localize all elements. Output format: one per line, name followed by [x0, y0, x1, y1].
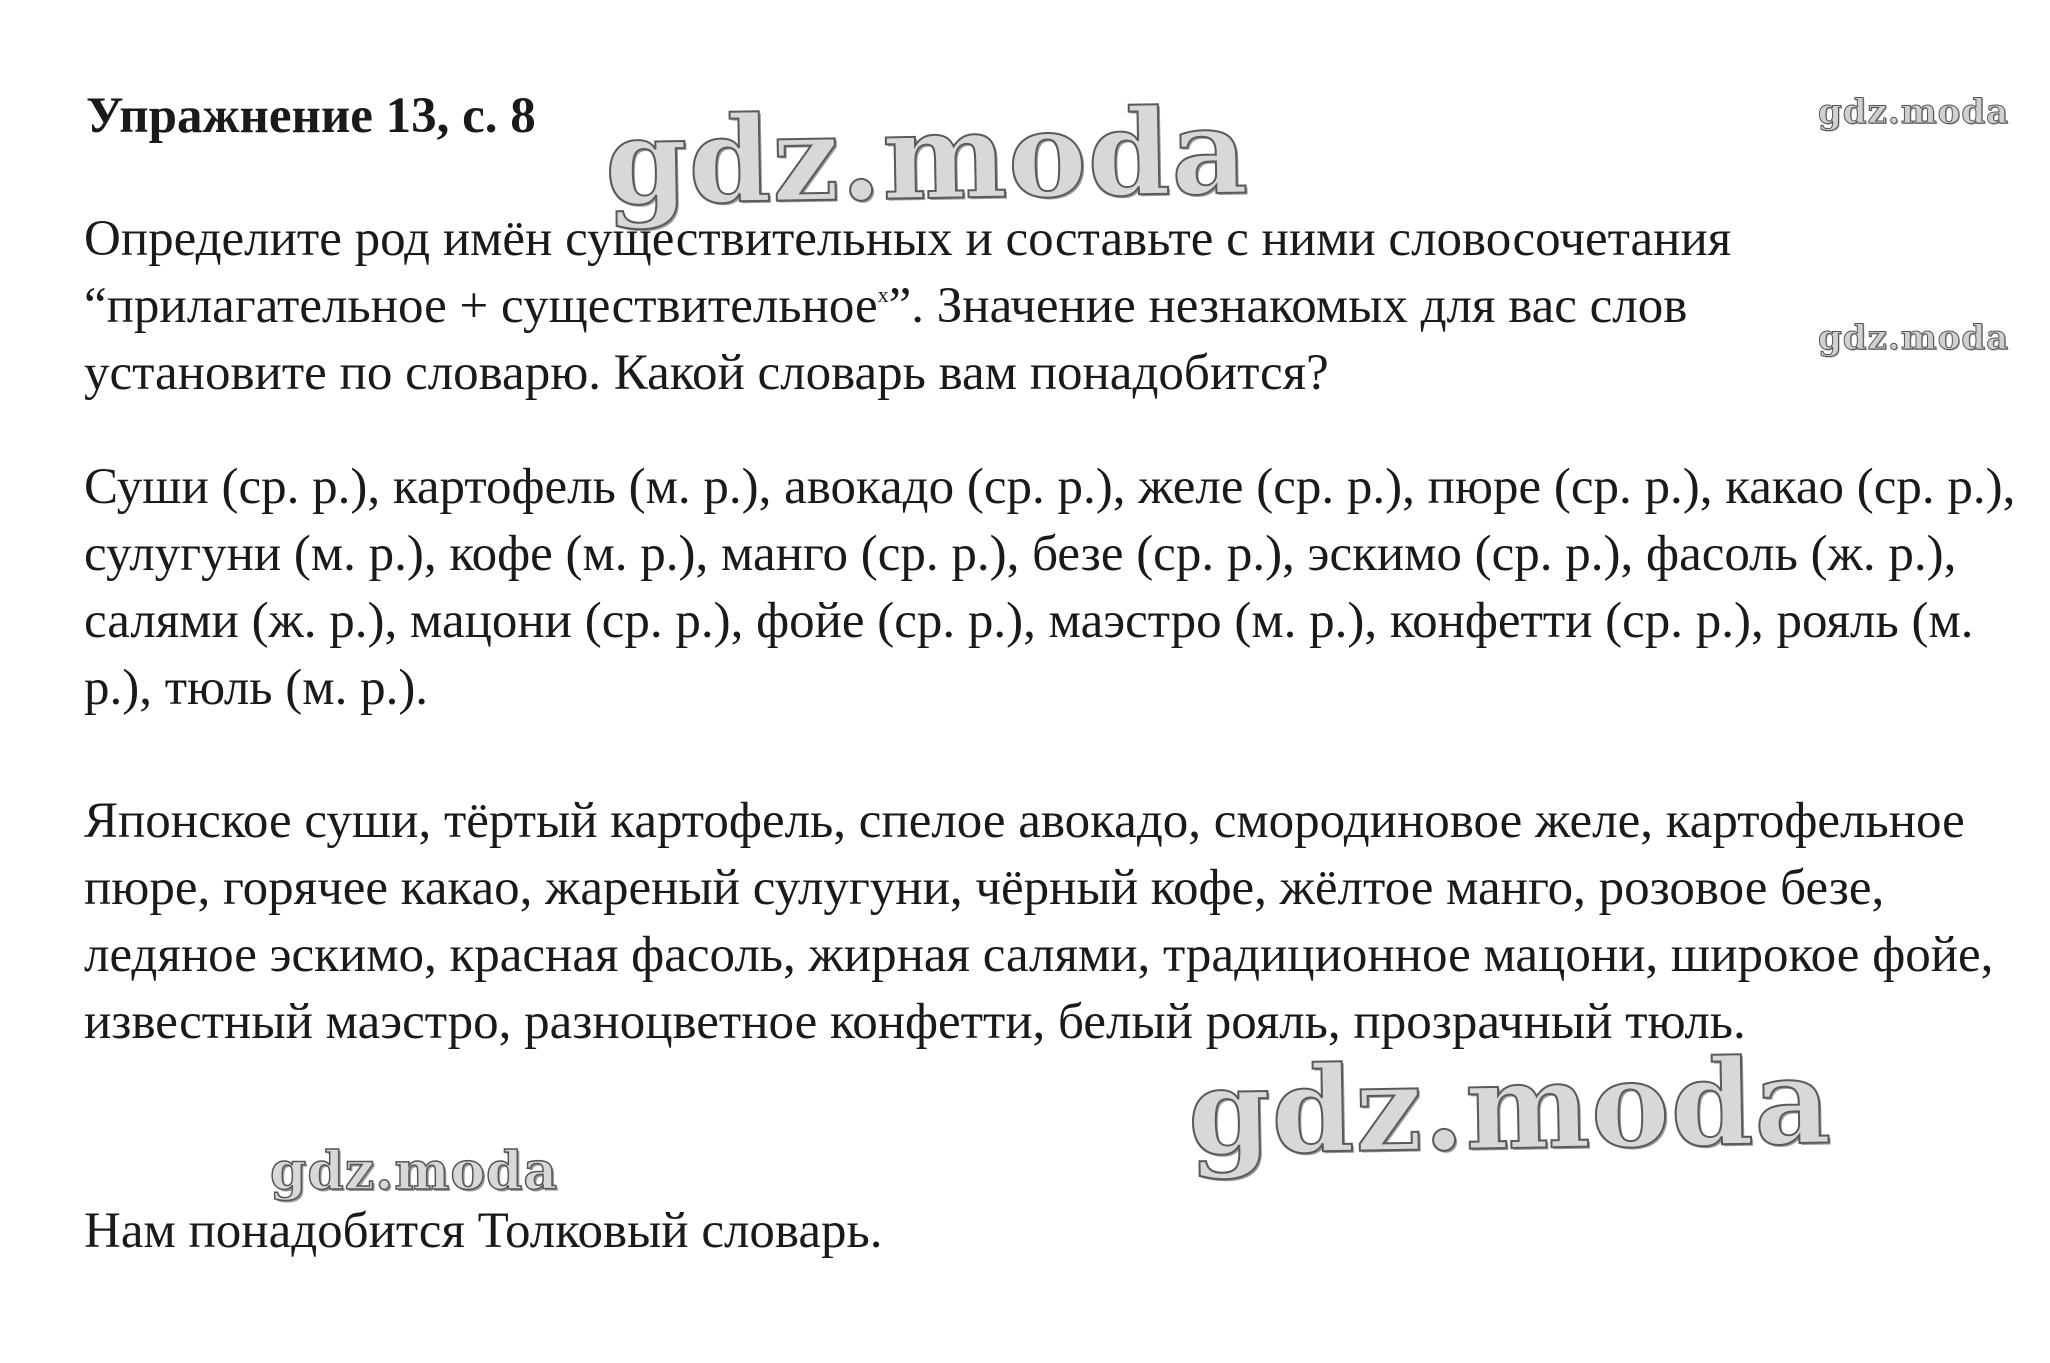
answer-paragraph: Нам понадобится Толковый словарь. — [84, 1203, 883, 1259]
watermark-large-top: gdz.moda — [603, 81, 1250, 232]
task-line-2-end: ”. Значение незнакомых для вас слов — [888, 278, 1688, 334]
exercise-heading: Упражнение 13, с. 8 — [86, 88, 536, 144]
watermark-small-top-right: gdz.moda — [1818, 92, 2010, 132]
watermark-medium-bottom-left: gdz.moda — [270, 1141, 559, 1202]
watermark-large-bottom: gdz.moda — [1186, 1031, 1833, 1182]
watermark-small-right: gdz.moda — [1818, 318, 2010, 358]
task-line-2-start: “прилагательное + существительное — [84, 278, 878, 334]
task-line-3: установите по словарю. Какой словарь вам понадобится? — [84, 345, 1329, 401]
noun-genders-paragraph: Суши (ср. р.), картофель (м. р.), авокадо (ср. р.), желе (ср. р.), пюре (ср. р.), какао (ср. р.), сулугуни (м. р.), кофе (м. р.), манго (ср. р.), безе (ср. р.), эскимо (ср. р.), фасоль (ж. р.), салями (ж. р.), мацони (ср. р.), фойе (ср. р.), маэстро (м. р.), конфетти (ср. р.), рояль (м. р.), тюль (м. р.). — [84, 459, 2016, 716]
task-superscript: х — [877, 282, 889, 307]
task-line-1: Определите род имён существительных и составьте с ними словосочетания — [84, 211, 1732, 267]
phrases-paragraph: Японское суши, тёртый картофель, спелое авокадо, смородиновое желе, картофельное пюре, горячее какао, жареный сулугуни, чёрный кофе, жёлтое манго, розовое безе, ледяное эскимо, красная фасоль, жирная салями, традиционное мацони, широкое фойе, известный маэстро, разноцветное конфетти, белый рояль, прозрачный тюль. — [84, 793, 1994, 1050]
task-statement — [84, 206, 2004, 407]
task-line-2 — [84, 273, 2004, 340]
